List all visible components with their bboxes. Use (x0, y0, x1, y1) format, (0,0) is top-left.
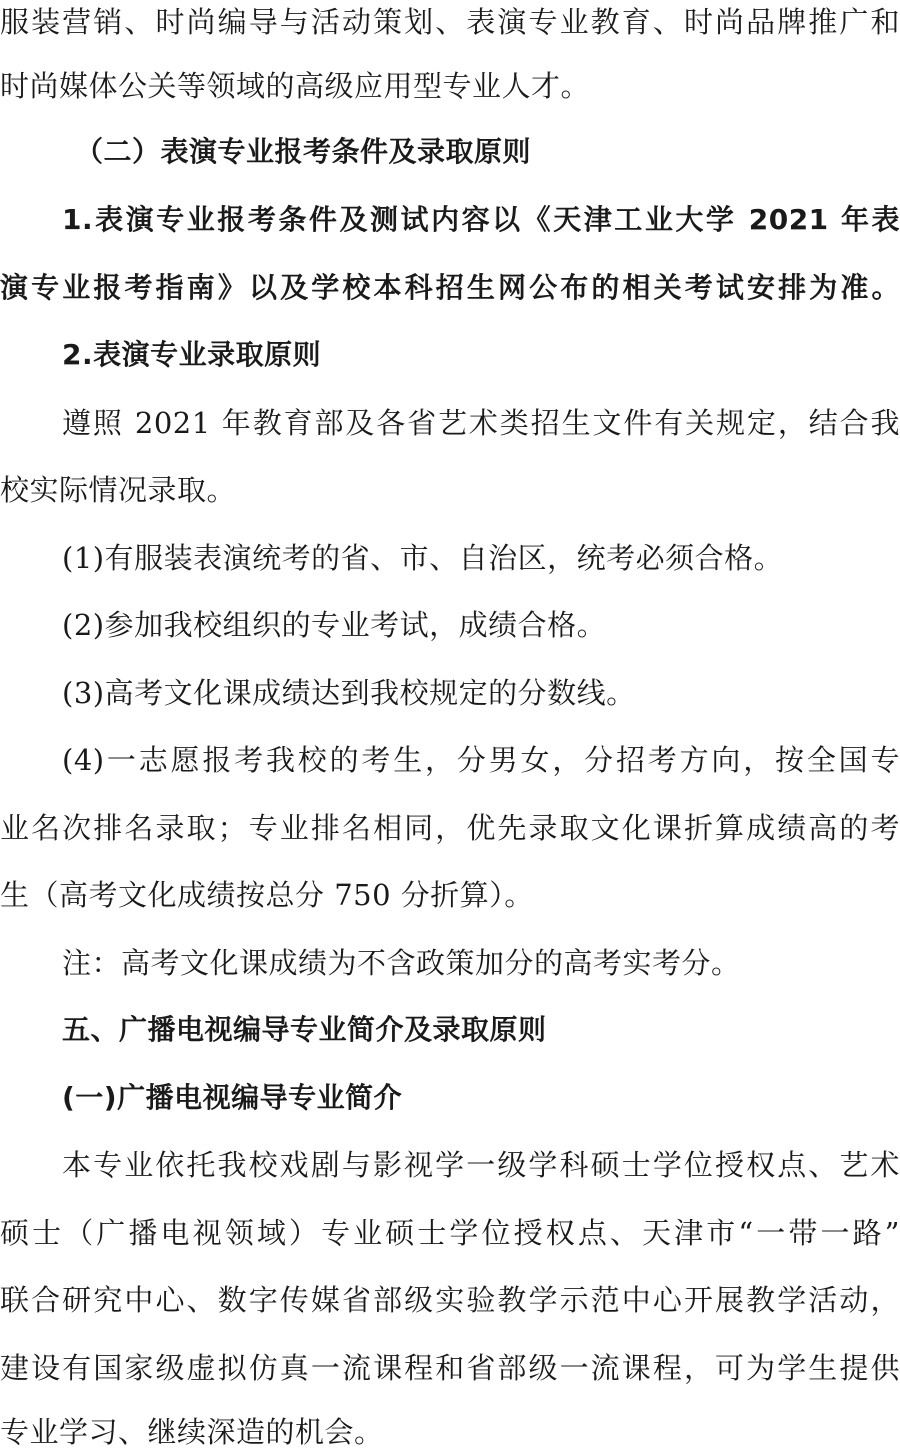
paragraph-line: 遵照 2021 年教育部及各省艺术类招生文件有关规定，结合我 (62, 406, 900, 440)
paragraph-line: 服装营销、时尚编导与活动策划、表演专业教育、时尚品牌推广和 (0, 5, 900, 39)
paragraph-line: 1.表演专业报考条件及测试内容以《天津工业大学 2021 年表 (62, 203, 900, 236)
paragraph-line: 业名次排名录取；专业排名相同，优先录取文化课折算成绩高的考 (0, 811, 900, 845)
list-item: (4)一志愿报考我校的考生，分男女，分招考方向，按全国专 (62, 743, 900, 777)
subsection-heading: (一)广播电视编导专业简介 (62, 1081, 403, 1114)
subsection-heading: 2.表演专业录取原则 (62, 338, 322, 371)
section-heading: 五、广播电视编导专业简介及录取原则 (62, 1013, 547, 1046)
paragraph-line: 演专业报考指南》以及学校本科招生网公布的相关考试安排为准。 (0, 271, 900, 304)
note-line: 注：高考文化课成绩为不含政策加分的高考实考分。 (62, 946, 741, 980)
paragraph-line: 时尚媒体公关等领域的高级应用型专业人才。 (0, 69, 591, 103)
paragraph-line: 联合研究中心、数字传媒省部级实验教学示范中心开展教学活动， (0, 1283, 900, 1317)
paragraph-line: 生（高考文化成绩按总分 750 分折算）。 (0, 878, 534, 912)
paragraph-line: 校实际情况录取。 (0, 473, 237, 507)
paragraph-line: 本专业依托我校戏剧与影视学一级学科硕士学位授权点、艺术 (62, 1148, 900, 1182)
paragraph-line: 专业学习、继续深造的机会。 (0, 1415, 384, 1449)
list-item: (3)高考文化课成绩达到我校规定的分数线。 (62, 676, 636, 710)
paragraph-line: 建设有国家级虚拟仿真一流课程和省部级一流课程，可为学生提供 (0, 1351, 900, 1385)
list-item: (1)有服装表演统考的省、市、自治区，统考必须合格。 (62, 541, 784, 575)
section-heading: （二）表演专业报考条件及录取原则 (75, 135, 532, 168)
list-item: (2)参加我校组织的专业考试，成绩合格。 (62, 608, 607, 642)
paragraph-line: 硕士（广播电视领域）专业硕士学位授权点、天津市“一带一路” (0, 1216, 900, 1250)
